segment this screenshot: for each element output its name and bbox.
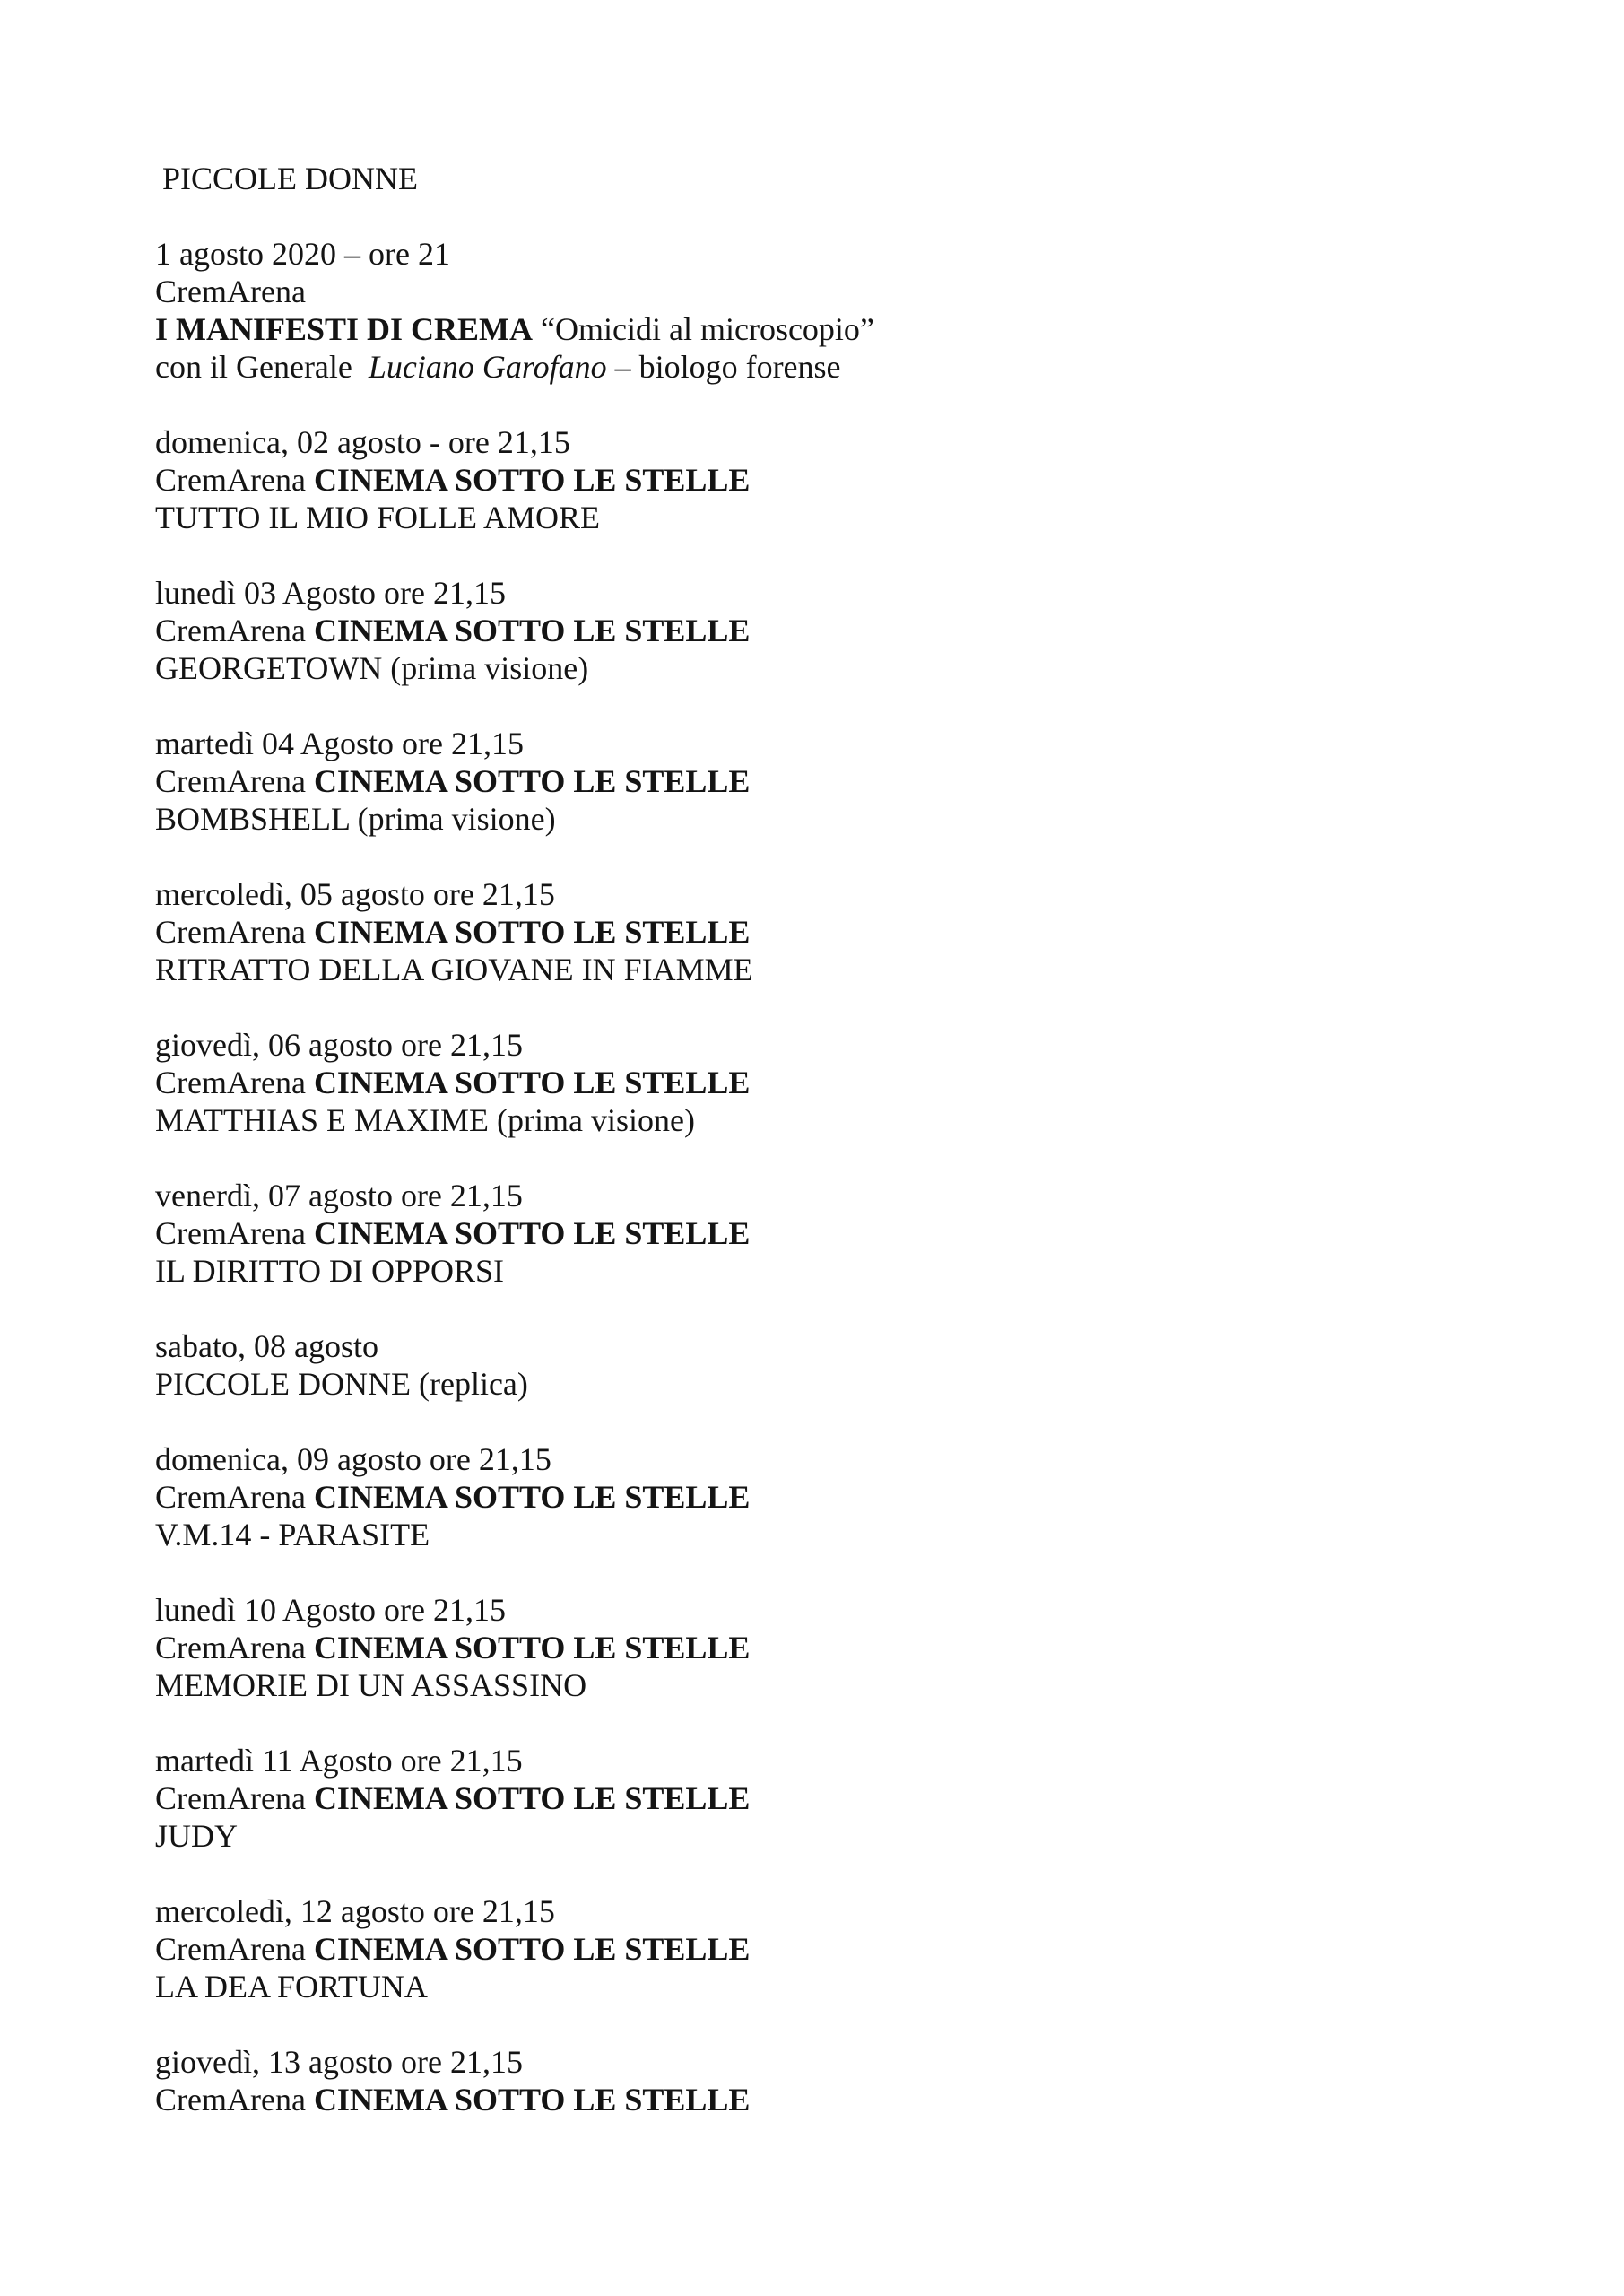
event-date: giovedì, 13 agosto ore 21,15 [155, 2044, 523, 2080]
event-entry [155, 725, 1500, 838]
event-venue: CremArena [155, 1479, 314, 1515]
event-date: lunedì 10 Agosto ore 21,15 [155, 1592, 506, 1628]
event-series: CINEMA SOTTO LE STELLE [313, 1931, 751, 1967]
event-film: TUTTO IL MIO FOLLE AMORE [155, 500, 600, 535]
event-entry [155, 1892, 1500, 2005]
event-venue: CremArena [155, 462, 314, 498]
event-venue: CremArena [155, 1630, 314, 1665]
event-film: PICCOLE DONNE (replica) [155, 1366, 528, 1402]
event-series: CINEMA SOTTO LE STELLE [313, 914, 751, 950]
event-entry [155, 1591, 1500, 1704]
event-series: CINEMA SOTTO LE STELLE [313, 1780, 751, 1816]
event-venue: CremArena [155, 1065, 314, 1100]
event-venue-line [155, 1064, 1500, 1101]
event-venue: CremArena [155, 2082, 314, 2118]
event-venue-line [155, 913, 1500, 951]
event-film: MEMORIE DI UN ASSASSINO [155, 1667, 587, 1703]
event-entry [155, 235, 1500, 386]
event-date: martedì 11 Agosto ore 21,15 [155, 1743, 523, 1779]
event-series: CINEMA SOTTO LE STELLE [313, 1215, 751, 1251]
event-entry [155, 1327, 1500, 1403]
event-subtitle: “Omicidi al microscopio” [533, 311, 874, 347]
event-entry [155, 1177, 1500, 1290]
event-series: CINEMA SOTTO LE STELLE [313, 1630, 751, 1665]
event-series: CINEMA SOTTO LE STELLE [313, 462, 751, 498]
event-film: LA DEA FORTUNA [155, 1969, 428, 2005]
document-title: PICCOLE DONNE [162, 161, 418, 196]
event-film: JUDY [155, 1818, 239, 1854]
event-series: CINEMA SOTTO LE STELLE [313, 1065, 751, 1100]
event-date: mercoledì, 12 agosto ore 21,15 [155, 1893, 555, 1929]
event-entry [155, 1440, 1500, 1553]
event-entry [155, 423, 1500, 536]
event-venue-line [155, 1629, 1500, 1666]
guest-name: Luciano Garofano [368, 349, 607, 385]
guest-prefix: con il Generale [155, 349, 369, 385]
event-film: BOMBSHELL (prima visione) [155, 801, 556, 837]
event-entry [155, 2043, 1500, 2118]
event-venue: CremArena [155, 1215, 314, 1251]
event-series: CINEMA SOTTO LE STELLE [313, 613, 751, 648]
event-entry [155, 1742, 1500, 1855]
event-venue: CremArena [155, 1780, 314, 1816]
event-date: giovedì, 06 agosto ore 21,15 [155, 1027, 523, 1063]
event-date: domenica, 09 agosto ore 21,15 [155, 1441, 551, 1477]
event-venue: CremArena [155, 274, 306, 309]
event-venue: CremArena [155, 1931, 314, 1967]
event-date: sabato, 08 agosto [155, 1328, 378, 1364]
event-venue: CremArena [155, 763, 314, 799]
event-venue-line [155, 461, 1500, 499]
event-date: mercoledì, 05 agosto ore 21,15 [155, 876, 555, 912]
event-venue-line [155, 612, 1500, 649]
event-date: domenica, 02 agosto - ore 21,15 [155, 424, 570, 460]
event-date: venerdì, 07 agosto ore 21,15 [155, 1178, 523, 1213]
event-venue-line [155, 1779, 1500, 1817]
document-body [155, 160, 1500, 2118]
event-film: V.M.14 - PARASITE [155, 1517, 430, 1552]
event-venue-line [155, 762, 1500, 800]
event-film: MATTHIAS E MAXIME (prima visione) [155, 1102, 695, 1138]
event-series: CINEMA SOTTO LE STELLE [313, 763, 751, 799]
event-guest-line [155, 348, 1500, 386]
event-film: RITRATTO DELLA GIOVANE IN FIAMME [155, 952, 753, 987]
event-film: GEORGETOWN (prima visione) [155, 650, 589, 686]
event-entry [155, 1026, 1500, 1139]
event-date: lunedì 03 Agosto ore 21,15 [155, 575, 506, 611]
event-series-line [155, 310, 1500, 348]
event-date: 1 agosto 2020 – ore 21 [155, 236, 450, 272]
guest-suffix: – biologo forense [606, 349, 841, 385]
event-venue-line [155, 1478, 1500, 1516]
event-venue-line [155, 2081, 1500, 2118]
event-venue: CremArena [155, 914, 314, 950]
event-entry [155, 574, 1500, 687]
event-series: I MANIFESTI DI CREMA [155, 311, 534, 347]
event-film: IL DIRITTO DI OPPORSI [155, 1253, 505, 1289]
event-series: CINEMA SOTTO LE STELLE [313, 2082, 751, 2118]
event-venue-line [155, 1214, 1500, 1252]
event-venue: CremArena [155, 613, 314, 648]
event-venue-line [155, 1930, 1500, 1968]
event-series: CINEMA SOTTO LE STELLE [313, 1479, 751, 1515]
event-date: martedì 04 Agosto ore 21,15 [155, 726, 524, 761]
event-entry [155, 875, 1500, 988]
